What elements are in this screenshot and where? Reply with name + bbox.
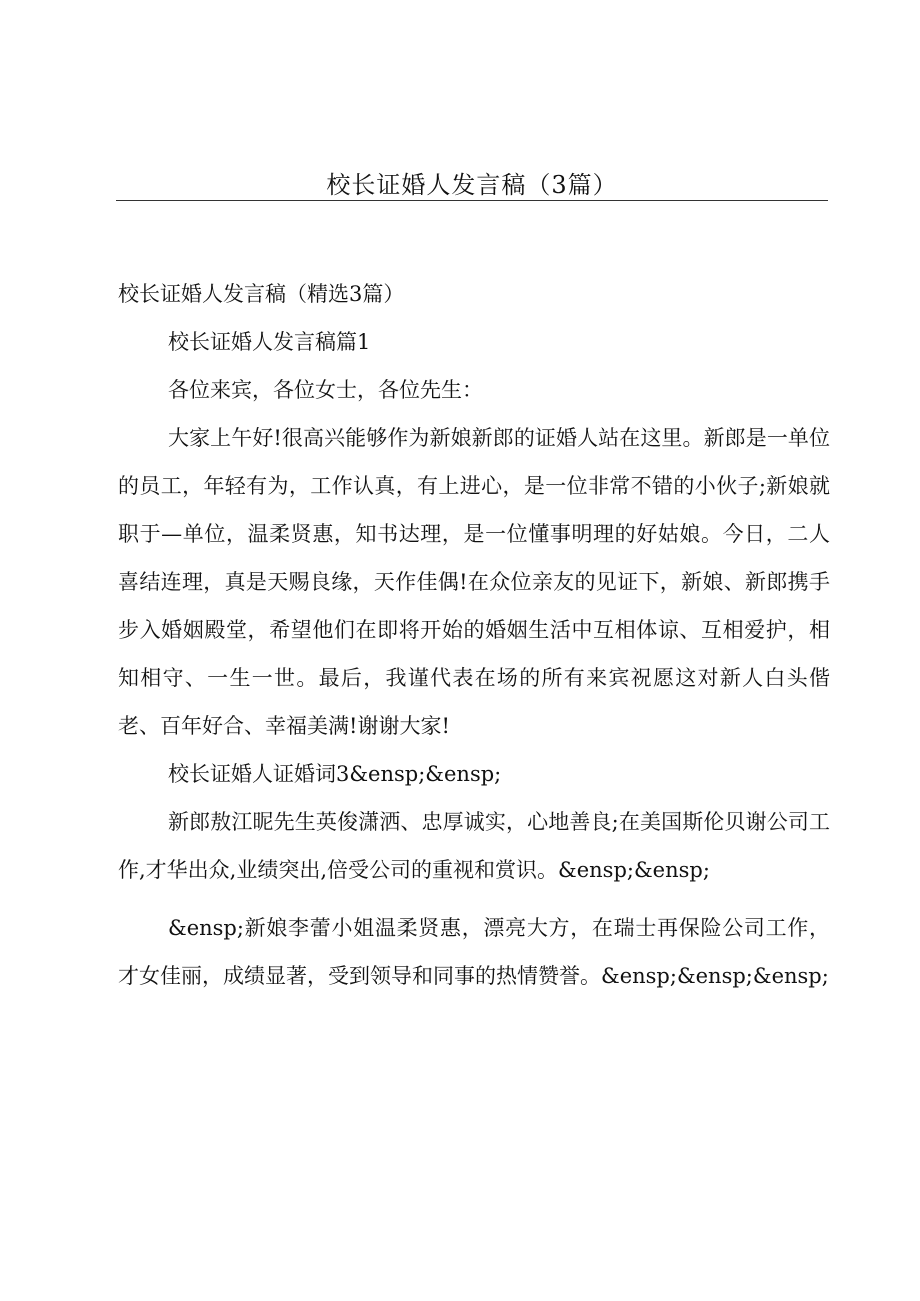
paragraph-groom-intro: 新郎敖江昵先生英俊潇洒、忠厚诚实，心地善良;在美国斯伦贝谢公司工作,才华出众,业绩突出,倍受公司的重视和赏识。&ensp;&ensp; xyxy=(118,810,830,882)
title-underline xyxy=(116,200,828,201)
paragraph-subtitle: 校长证婚人发言稿（精选3篇） xyxy=(118,282,405,306)
paragraph-section-heading: 校长证婚人发言稿篇1 xyxy=(168,330,371,354)
paragraph-section-heading-3: 校长证婚人证婚词3&ensp;&ensp; xyxy=(168,762,502,786)
document-body xyxy=(118,270,830,1000)
paragraph-salutation: 各位来宾，各位女士，各位先生： xyxy=(168,378,483,402)
document-title: 校长证婚人发言稿（3篇） xyxy=(326,171,618,199)
paragraph-speech-body: 大家上午好!很高兴能够作为新娘新郎的证婚人站在这里。新郎是一单位的员工，年轻有为，工作认真，有上进心，是一位非常不错的小伙子;新娘就职于—单位，温柔贤惠，知书达理，是一位懂事明理的好姑娘。今日，二人喜结连理，真是天赐良缘，天作佳偶!在众位亲友的见证下，新娘、新郎携手步入婚姻殿堂，希望他们在即将开始的婚姻生活中互相体谅、互相爱护，相知相守、一生一世。最后，我谨代表在场的所有来宾祝愿这对新人白头偕老、百年好合、幸福美满!谢谢大家! xyxy=(118,426,830,738)
paragraph-bride-intro: &ensp;新娘李蕾小姐温柔贤惠，漂亮大方，在瑞士再保险公司工作，才女佳丽，成绩显著，受到领导和同事的热情赞誉。&ensp;&ensp;&ensp; xyxy=(118,916,830,988)
